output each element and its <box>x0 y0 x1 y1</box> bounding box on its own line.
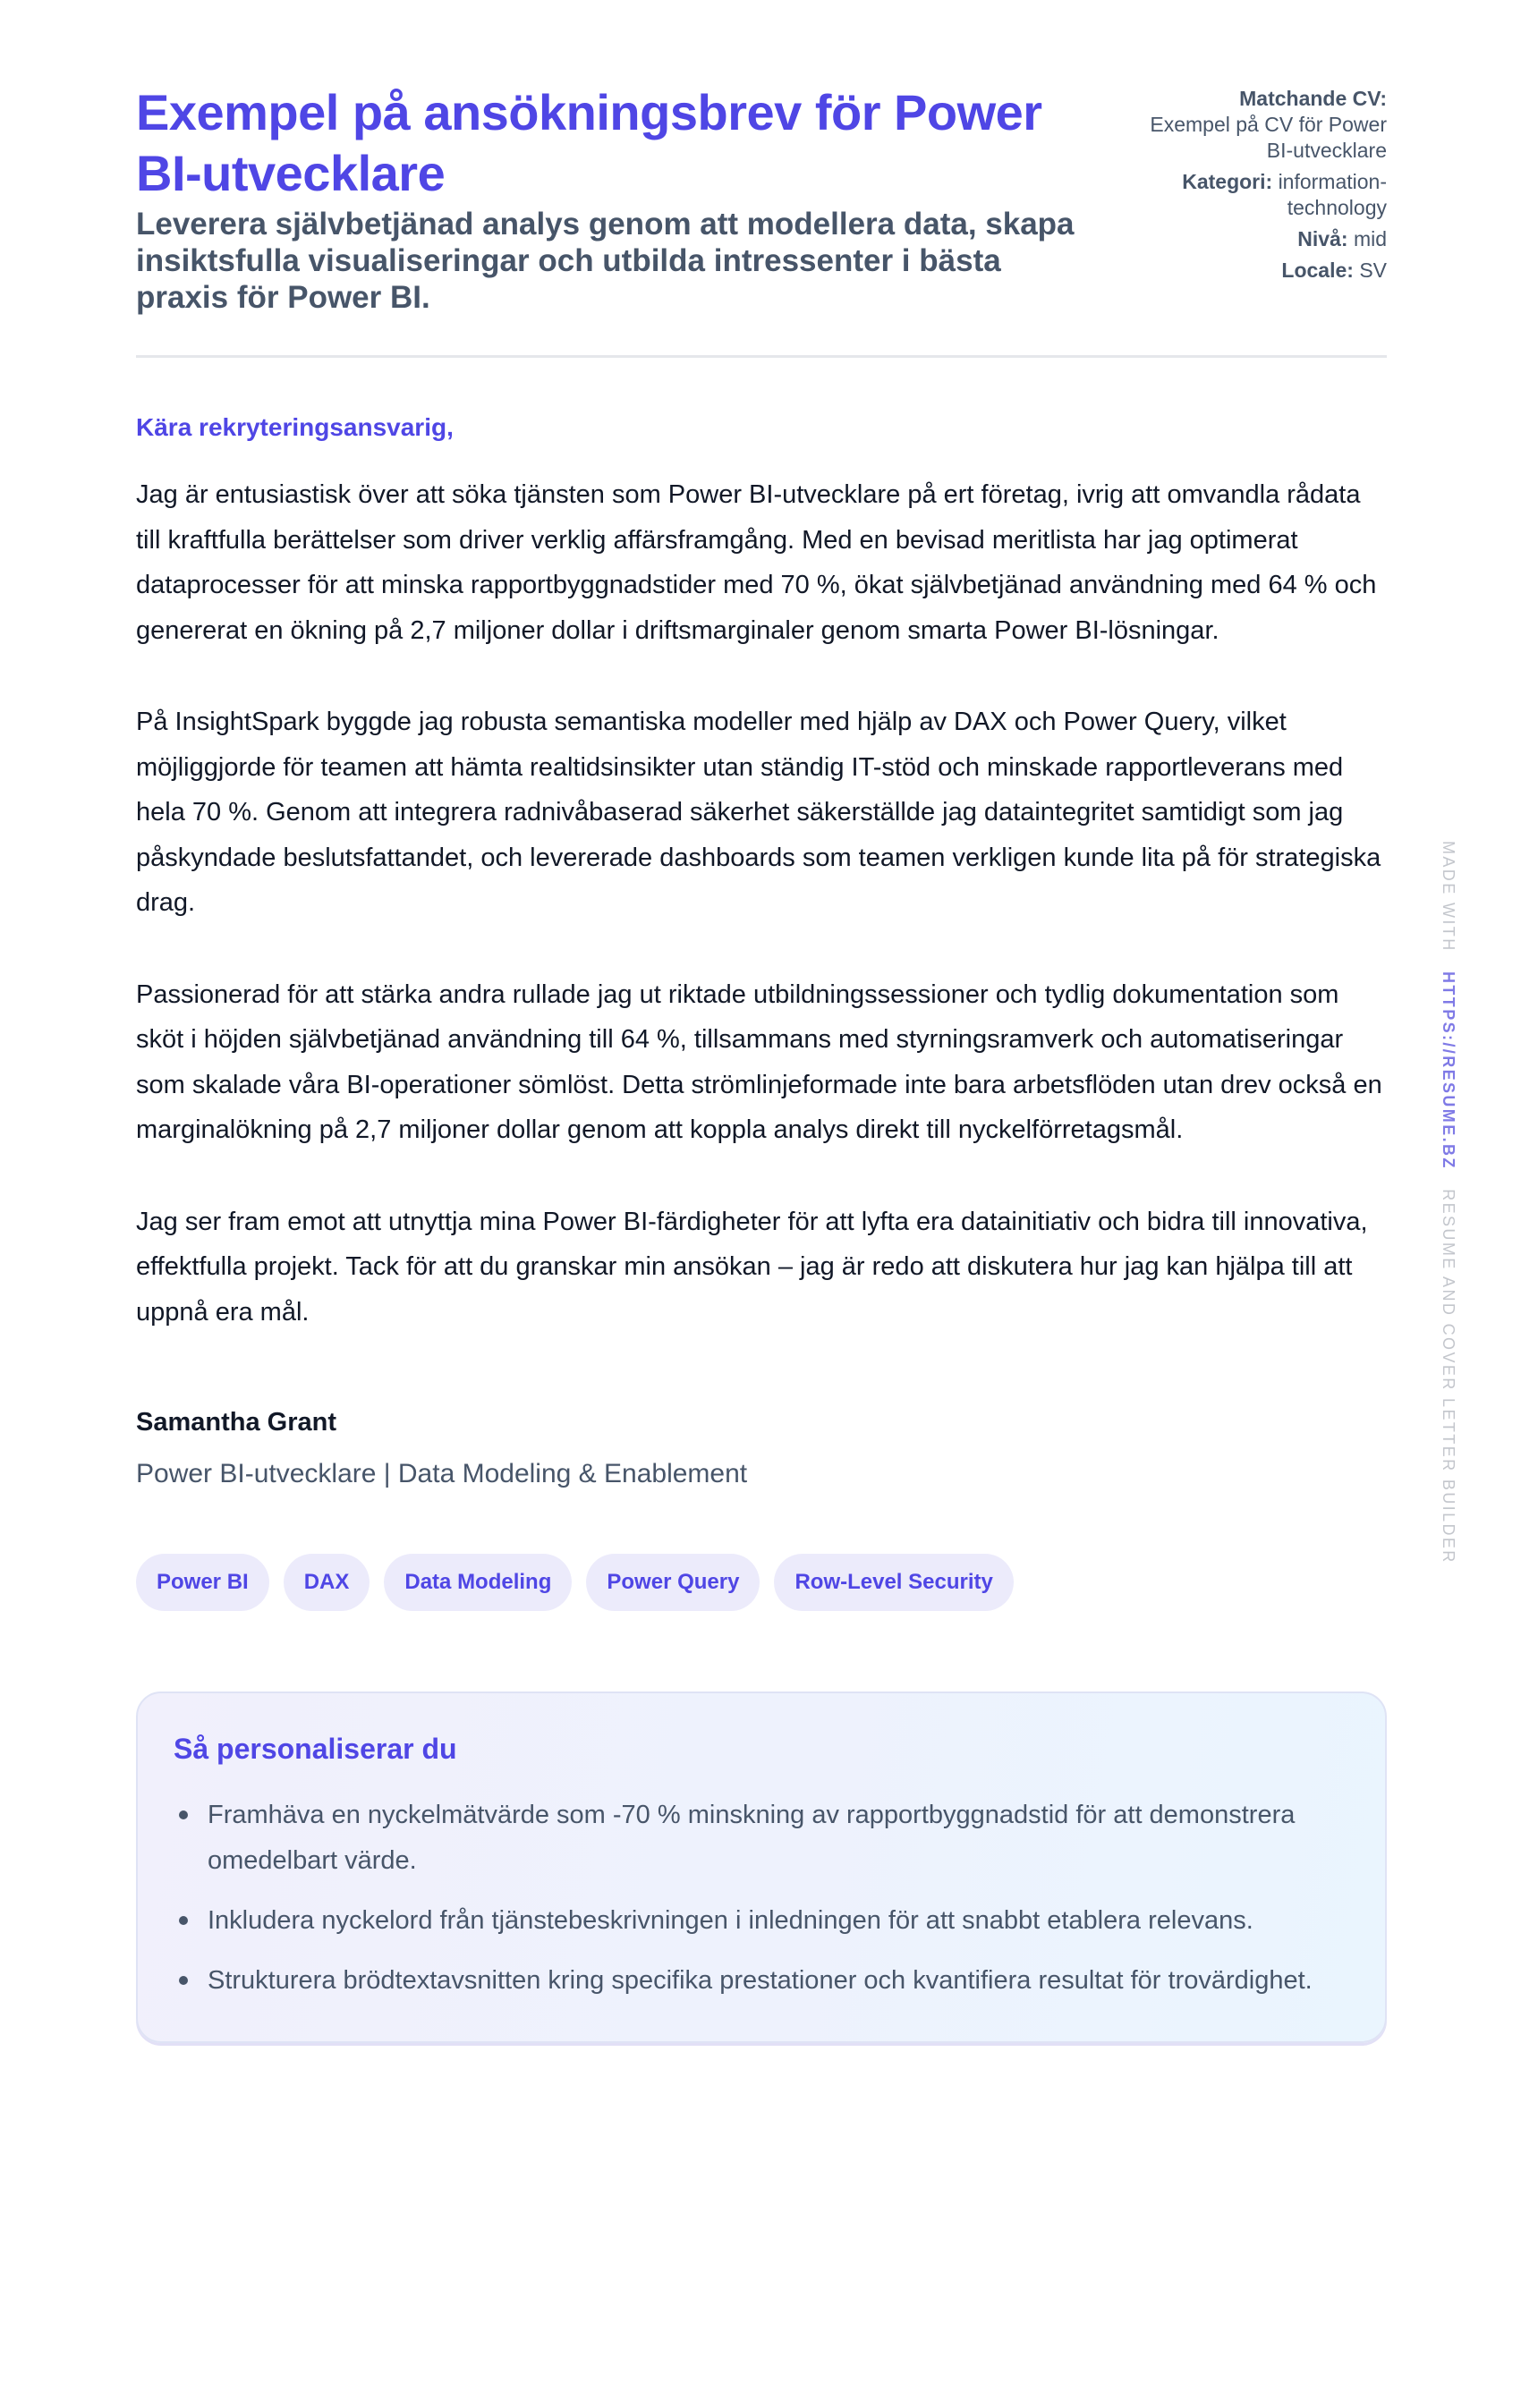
tips-item-text: Inkludera nyckelord från tjänstebeskrivningen i inledningen för att snabbt etablera relevans. <box>208 1906 1253 1935</box>
skill-tag-data-modeling[interactable]: Data Modeling <box>384 1554 572 1611</box>
letter-paragraph: Passionerad för att stärka andra rullade jag ut riktade utbildningssessioner och tydlig dokumentation som sköt i höjden självbetjänad användning till 64 %, tillsammans med styrningsramverk och automatiseringar som skalade våra BI-operationer sömlöst. Detta strömlinjeformade inte bara arbetsflöden utan drev också en marginalökning på 2,7 miljoner dollar genom att koppla analys direkt till nyckelförretagsmål. <box>136 979 1382 1144</box>
signature-name: Samantha Grant <box>136 1408 336 1437</box>
page-header <box>136 82 1387 358</box>
meta-locale <box>1118 258 1387 284</box>
meta-level-label: Nivå: <box>1297 227 1348 250</box>
meta-panel <box>1118 82 1387 289</box>
meta-category-label: Kategori: <box>1182 170 1273 193</box>
signature-block <box>136 1408 1387 1489</box>
tips-item <box>174 1898 1349 1944</box>
letter-greeting: Kära rekryteringsansvarig, <box>136 413 454 441</box>
signature-role: Power BI-utvecklare | Data Modeling & Enablement <box>136 1459 748 1488</box>
meta-level <box>1118 226 1387 252</box>
tips-item-text: Strukturera brödtextavsnitten kring specifika prestationer och kvantifiera resultat för trovärdighet. <box>208 1966 1313 1995</box>
bullet-icon <box>179 1916 188 1925</box>
skill-tag-row-level-security[interactable]: Row-Level Security <box>774 1554 1013 1611</box>
vertical-watermark <box>1439 841 1457 1564</box>
letter-body <box>136 472 1387 1335</box>
tips-title: Så personaliserar du <box>174 1733 457 1765</box>
page-subtitle: Leverera självbetjänad analys genom att modellera data, skapa insiktsfulla visualiseringar och utbilda intressenter i bästa praxis för Power BI. <box>136 207 1075 315</box>
personalization-tips-card <box>136 1692 1387 2043</box>
cover-letter-page <box>136 82 1387 2043</box>
skill-tag-dax[interactable]: DAX <box>284 1554 370 1611</box>
bullet-icon <box>179 1810 188 1819</box>
tips-item <box>174 1958 1349 2004</box>
watermark-link[interactable]: HTTPS://RESUME.BZ <box>1440 971 1457 1170</box>
bullet-icon <box>179 1976 188 1985</box>
meta-category-value: information-technology <box>1278 170 1387 219</box>
meta-locale-label: Locale: <box>1281 259 1354 282</box>
tips-item <box>174 1793 1349 1884</box>
watermark-suffix: RESUME AND COVER LETTER BUILDER <box>1440 1189 1457 1564</box>
page-title: Exempel på ansökningsbrev för Power BI-utvecklare <box>136 84 1042 201</box>
letter-paragraph: På InsightSpark byggde jag robusta semantiska modeller med hjälp av DAX och Power Query, vilket möjliggjorde för teamen att hämta realtidsinsikter utan ständig IT-stöd och minskade rapportleverans med hela 70 %. Genom att integrera radnivåbaserad säkerhet säkerställde jag dataintegritet samtidigt som jag påskyndade beslutsfattandet, och levererade dashboards som teamen verkligen kunde lita på för strategiska drag. <box>136 708 1381 917</box>
meta-matching-cv-value[interactable]: Exempel på CV för Power BI-utvecklare <box>1150 113 1387 162</box>
skill-tags <box>136 1554 1387 1611</box>
tips-list <box>174 1793 1349 2004</box>
meta-locale-value: SV <box>1359 259 1387 282</box>
meta-matching-cv-label: Matchande CV: <box>1239 87 1387 110</box>
header-titles <box>136 82 1084 316</box>
meta-level-value: mid <box>1353 227 1387 250</box>
tips-item-text: Framhäva en nyckelmätvärde som -70 % minskning av rapportbyggnadstid för att demonstrera omedelbart värde. <box>208 1801 1296 1875</box>
skill-tag-power-query[interactable]: Power Query <box>586 1554 760 1611</box>
meta-category <box>1118 169 1387 221</box>
skill-tag-power-bi[interactable]: Power BI <box>136 1554 269 1611</box>
watermark-prefix: MADE WITH <box>1440 841 1457 953</box>
letter-paragraph: Jag ser fram emot att utnyttja mina Power BI-färdigheter för att lyfta era datainitiativ och bidra till innovativa, effektfulla projekt. Tack för att du granskar min ansökan – jag är redo att diskutera hur jag kan hjälpa till att uppnå era mål. <box>136 1207 1368 1327</box>
meta-matching-cv <box>1118 86 1387 164</box>
letter-paragraph: Jag är entusiastisk över att söka tjänsten som Power BI-utvecklare på ert företag, ivrig att omvandla rådata till kraftfulla berättelser som driver verklig affärsframgång. Med en bevisad meritlista har jag optimerat dataprocesser för att minska rapportbyggnadstider med 70 %, ökat självbetjänad användning med 64 % och genererat en ökning på 2,7 miljoner dollar i driftsmarginaler genom smarta Power BI-lösningar. <box>136 480 1377 645</box>
